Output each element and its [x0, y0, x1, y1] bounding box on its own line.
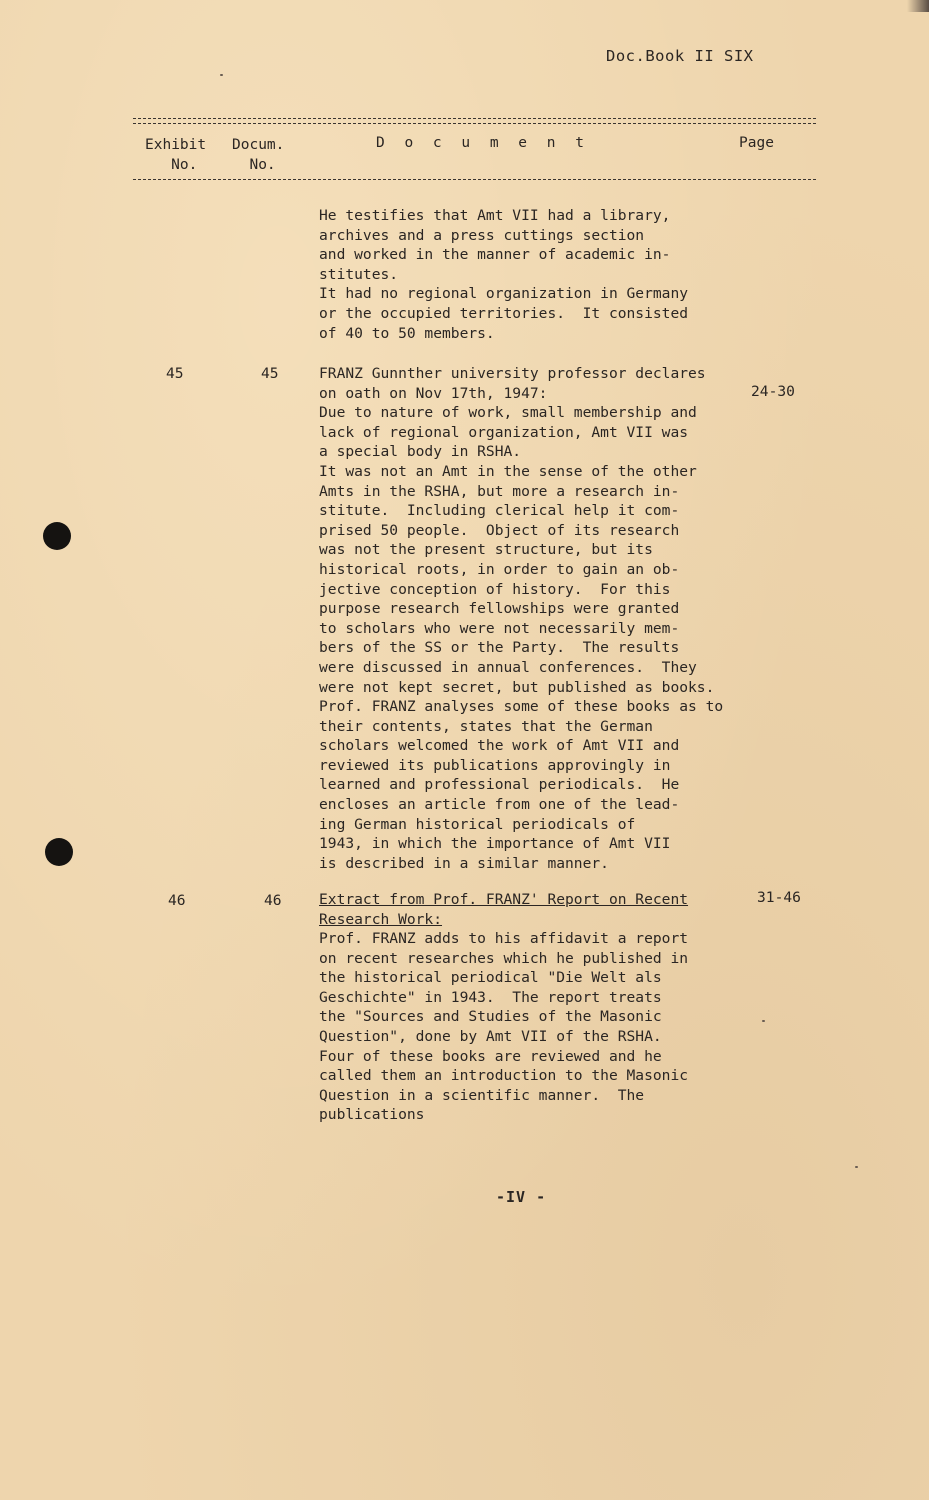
column-header-docum-no: Docum. No.: [232, 137, 285, 173]
paper-speck: [855, 1166, 858, 1168]
punch-hole: [43, 522, 71, 550]
document-number: 46: [264, 892, 282, 909]
column-header-document: D o c u m e n t: [376, 135, 590, 151]
entry-description: FRANZ Gunnther university professor declares on oath on Nov 17th, 1947: Due to nature of work, small membership and lack of regional organization, Amt VII was a special body in RSHA. It was not an Amt in the sense of the other Amts in the RSHA, but more a research in- stitute. Including clerical help it com- prised 50 people. Object of its research was not the present structure, but its historical roots, in order to gain an ob- jective conception of history. For this purpose research fellowships were granted to scholars who were not necessarily mem- bers of the SS or the Party. The results were discussed in annual conferences. They were not kept secret, but published as books. Prof. FRANZ analyses some of these books as to their contents, states that the German scholars welcomed the work of Amt VII and reviewed its publications approvingly in learned and professional periodicals. He encloses an article from one of the lead- ing German historical periodicals of 1943, in which the importance of Amt VII is described in a similar manner.: [319, 365, 724, 872]
exhibit-number: 45: [166, 365, 184, 382]
document-reference: Doc.Book II SIX: [606, 47, 754, 65]
column-header-exhibit-no: Exhibit No.: [145, 137, 207, 173]
punch-hole: [45, 838, 73, 866]
document-number: 45: [261, 365, 279, 382]
page-range: 24-30: [751, 383, 795, 400]
header-rule-top-double: [133, 123, 816, 124]
page-range: 31-46: [757, 889, 801, 906]
exhibit-number: 46: [168, 892, 186, 909]
header-rule-top: [133, 118, 816, 119]
entry-continuation-text: He testifies that Amt VII had a library, archives and a press cuttings section and worked in the manner of academic in- stitutes. It had no regional organization in Germany or the occupied territories. It consisted of 40 to 50 members.: [319, 207, 689, 342]
page-number: -IV -: [496, 1188, 547, 1206]
paper-speck: [220, 74, 223, 76]
entry-title: Extract from Prof. FRANZ' Report on Recent Research Work:: [319, 891, 689, 928]
header-rule-bottom: [133, 179, 816, 180]
page-edge-mark: [907, 0, 929, 12]
entry-description: Prof. FRANZ adds to his affidavit a report on recent researches which he published in the historical periodical "Die Welt als Geschichte" in 1943. The report treats the "Sources and Studies of the Masonic Question", done by Amt VII of the RSHA. Four of these books are reviewed and he called them an introduction to the Masonic Question in a scientific manner. The publications: [319, 930, 689, 1124]
paper-speck: [762, 1020, 765, 1022]
column-header-page: Page: [739, 135, 774, 151]
